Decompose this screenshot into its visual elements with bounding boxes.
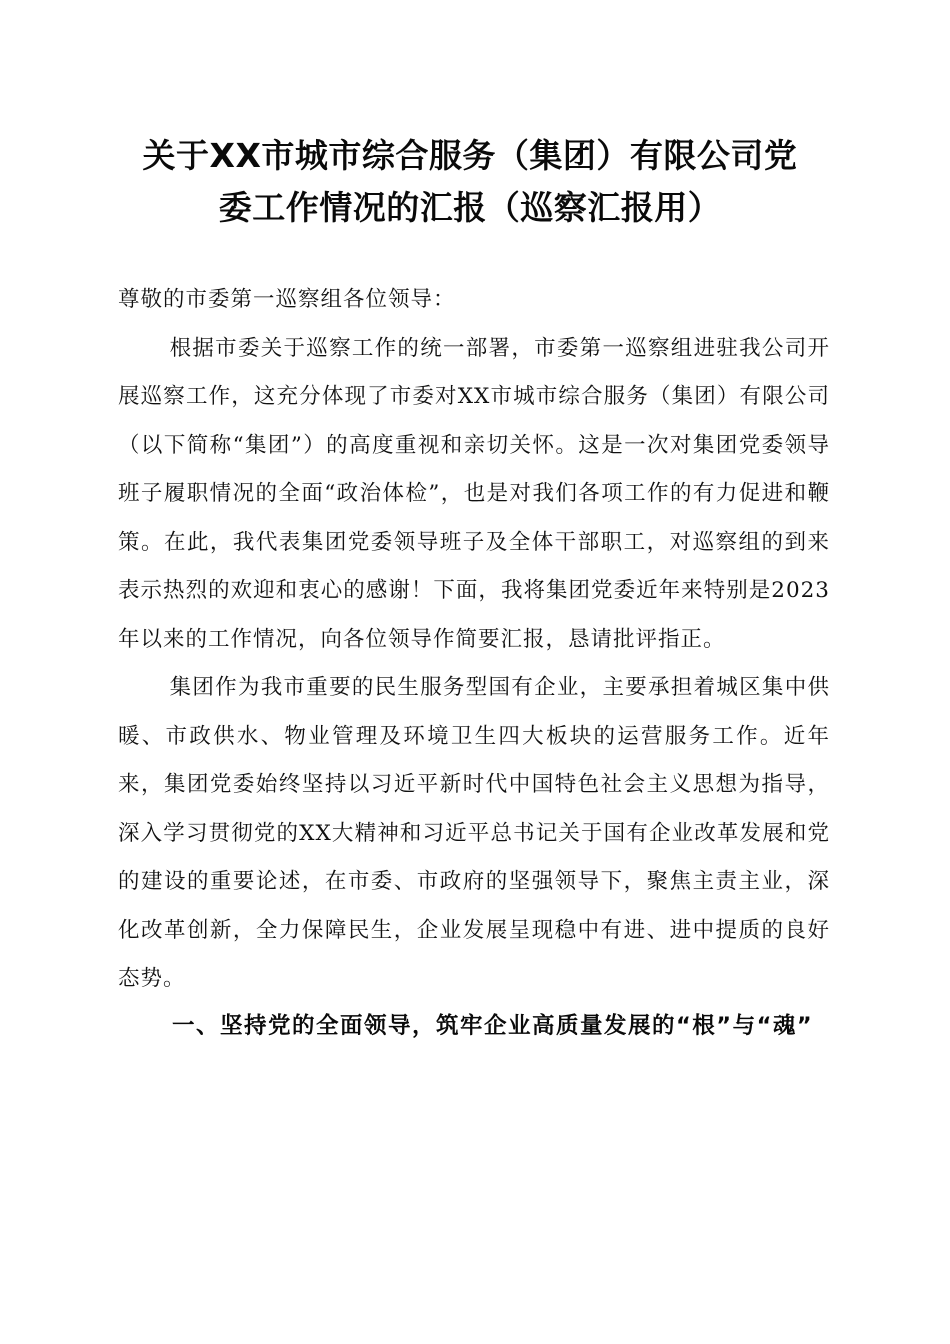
- paragraph-intro: 根据市委关于巡察工作的统一部署，市委第一巡察组进驻我公司开展巡察工作，这充分体现了市委对XX市城市综合服务（集团）有限公司（以下简称“集团”）的高度重视和亲切关怀。这是一次对集团党委领导班子履职情况的全面“政治体检”，也是对我们各项工作的有力促进和鞭策。在此，我代表集团党委领导班子及全体干部职工，对巡察组的到来表示热烈的欢迎和衷心的感谢！下面，我将集团党委近年来特别是2023年以来的工作情况，向各位领导作简要汇报，恳请批评指正。: [118, 335, 830, 652]
- salutation: 尊敬的市委第一巡察组各位领导：: [118, 287, 456, 312]
- title-line-1: 关于XX市城市综合服务（集团）有限公司党: [142, 136, 798, 175]
- paragraph-overview: 集团作为我市重要的民生服务型国有企业，主要承担着城区集中供暖、市政供水、物业管理及环境卫生四大板块的运营服务工作。近年来，集团党委始终坚持以习近平新时代中国特色社会主义思想为指导，深入学习贯彻党的XX大精神和习近平总书记关于国有企业改革发展和党的建设的重要论述，在市委、市政府的坚强领导下，聚焦主责主业，深化改革创新，全力保障民生，企业发展呈现稳中有进、进中提质的良好态势。: [118, 675, 830, 991]
- title-line-2: 委工作情况的汇报（巡察汇报用）: [218, 188, 722, 227]
- document-body: [118, 276, 830, 1049]
- section-heading: 一、坚持党的全面领导，筑牢企业高质量发展的“根”与“魂”: [172, 1012, 814, 1039]
- document-title: [100, 130, 840, 234]
